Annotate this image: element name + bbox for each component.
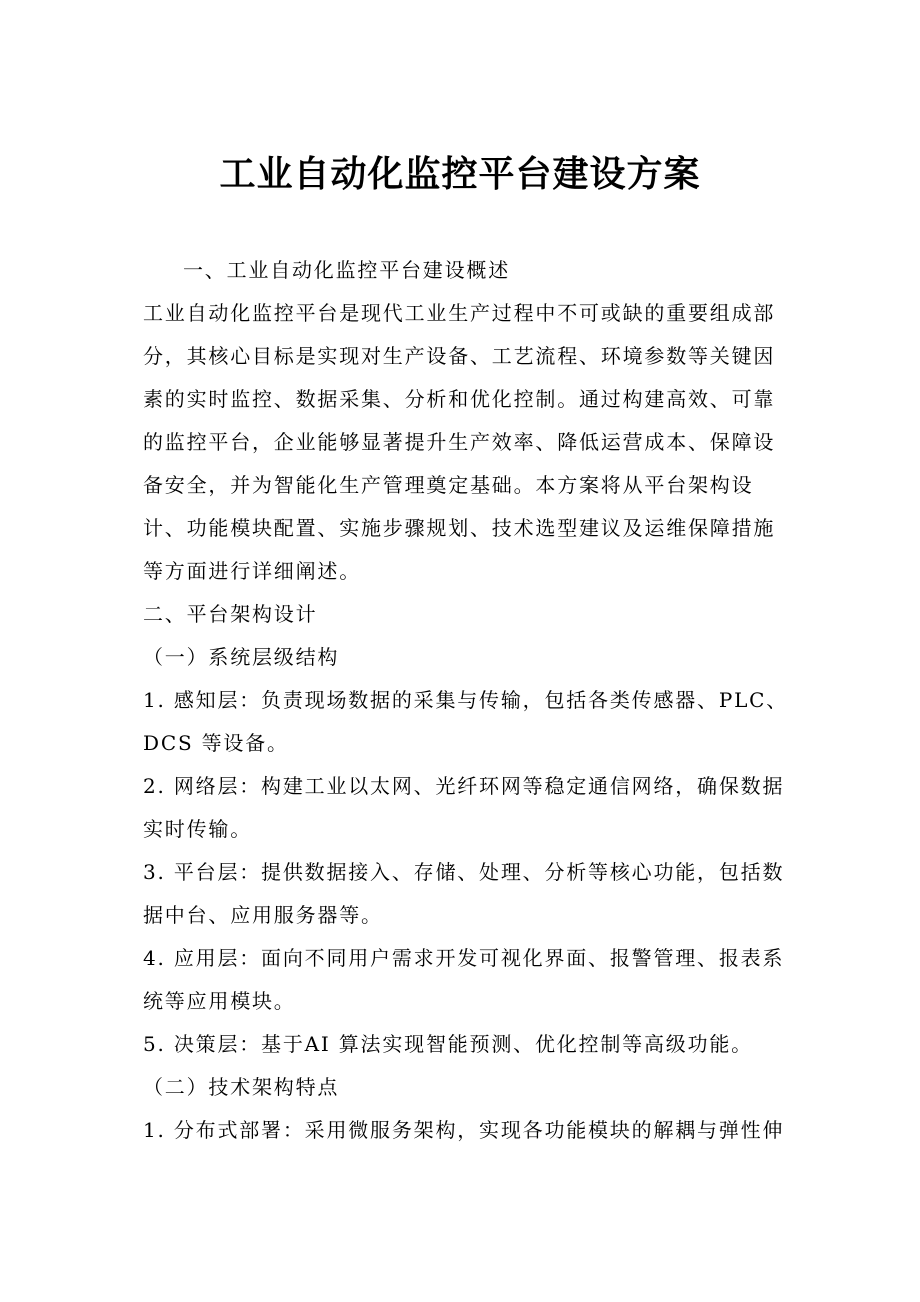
list-item-continuation: 统等应用模块。	[143, 989, 296, 1013]
list-item: 5. 决策层：基于AI 算法实现智能预测、优化控制等高级功能。	[143, 1032, 753, 1056]
list-item: 1. 感知层：负责现场数据的采集与传输，包括各类传感器、PLC、	[143, 688, 789, 712]
paragraph-line: 工业自动化监控平台是现代工业生产过程中不可或缺的重要组成部	[143, 301, 776, 325]
paragraph-line: 素的实时监控、数据采集、分析和优化控制。通过构建高效、可靠	[143, 387, 776, 411]
subsection-heading-tech: （二）技术架构特点	[143, 1075, 340, 1099]
paragraph-line: 分，其核心目标是实现对生产设备、工艺流程、环境参数等关键因	[143, 344, 776, 368]
list-item: 2. 网络层：构建工业以太网、光纤环网等稳定通信网络，确保数据	[143, 774, 785, 798]
paragraph-line: 的监控平台，企业能够显著提升生产效率、降低运营成本、保障设	[143, 430, 776, 454]
subsection-heading-layers: （一）系统层级结构	[143, 645, 340, 669]
paragraph-line: 等方面进行详细阐述。	[143, 559, 361, 583]
list-item-continuation: DCS 等设备。	[143, 731, 289, 755]
document-body	[143, 249, 803, 1152]
list-item: 4. 应用层：面向不同用户需求开发可视化界面、报警管理、报表系	[143, 946, 785, 970]
list-item: 3. 平台层：提供数据接入、存储、处理、分析等核心功能，包括数	[143, 860, 785, 884]
list-item-continuation: 实时传输。	[143, 817, 252, 841]
section-heading-overview: 一、工业自动化监控平台建设概述	[183, 258, 510, 282]
document-title: 工业自动化监控平台建设方案	[219, 154, 701, 195]
list-item: 1. 分布式部署：采用微服务架构，实现各功能模块的解耦与弹性伸	[143, 1118, 785, 1142]
list-item-continuation: 据中台、应用服务器等。	[143, 903, 383, 927]
section-heading-architecture: 二、平台架构设计	[143, 602, 318, 626]
paragraph-line: 备安全，并为智能化生产管理奠定基础。本方案将从平台架构设	[143, 473, 754, 497]
paragraph-line: 计、功能模块配置、实施步骤规划、技术选型建议及运维保障措施	[143, 516, 776, 540]
